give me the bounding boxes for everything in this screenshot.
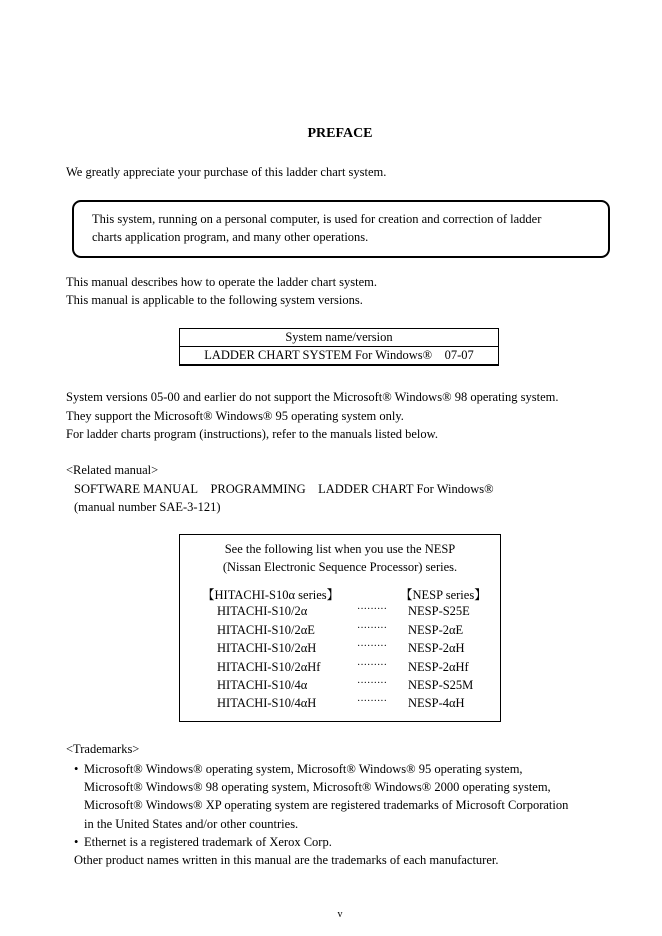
nesp-model: NESP-S25M [408, 678, 474, 692]
trademark-item-1-line-3: Microsoft® Windows® XP operating system are registered trademarks of Microsoft Corporation [84, 798, 569, 812]
nesp-model: NESP-S25E [408, 604, 470, 618]
trademark-item-2: Ethernet is a registered trademark of Xerox Corp. [84, 835, 332, 849]
nesp-model: NESP-4αH [408, 696, 465, 710]
nesp-model: NESP-2αH [408, 641, 465, 655]
intro-paragraph: We greatly appreciate your purchase of this ladder chart system. [66, 165, 387, 179]
nesp-note-line-1: See the following list when you use the NESP [224, 542, 456, 556]
box-note-line-2: charts application program, and many other operations. [92, 230, 369, 244]
hitachi-model: HITACHI-S10/2αE [217, 623, 315, 637]
trademark-bullet-2: • [74, 835, 79, 849]
row-separator: ········· [357, 623, 387, 634]
nesp-series-header: 【NESP series】 [400, 588, 487, 602]
hitachi-model: HITACHI-S10/2αH [217, 641, 317, 655]
version-table-value-row [180, 347, 499, 366]
hitachi-model: HITACHI-S10/2αHf [217, 660, 321, 674]
hitachi-model: HITACHI-S10/2α [217, 604, 308, 618]
row-separator: ········· [357, 696, 387, 707]
nesp-model: NESP-2αE [408, 623, 464, 637]
hitachi-model: HITACHI-S10/4αH [217, 696, 317, 710]
compat-line-1: System versions 05-00 and earlier do not support the Microsoft® Windows® 98 operating system. [66, 390, 559, 404]
version-table-header-row [180, 329, 499, 347]
page-title: PREFACE [307, 126, 373, 141]
related-manual-number: (manual number SAE-3-121) [74, 500, 221, 514]
compat-line-2: They support the Microsoft® Windows® 95 operating system only. [66, 409, 404, 423]
nesp-note-line-2: (Nissan Electronic Sequence Processor) series. [222, 560, 458, 574]
page-number: v [337, 909, 343, 920]
describes-line: This manual describes how to operate the ladder chart system. [66, 275, 378, 289]
trademark-bullet-1: • [74, 762, 79, 776]
row-separator: ········· [357, 604, 387, 615]
applicable-line: This manual is applicable to the following system versions. [66, 293, 363, 307]
nesp-mapping-box [179, 534, 501, 722]
row-separator: ········· [357, 641, 387, 652]
version-table-header: System name/version [180, 329, 499, 347]
compat-line-3: For ladder charts program (instructions), refer to the manuals listed below. [66, 427, 438, 441]
trademarks-heading: <Trademarks> [66, 742, 140, 756]
related-manual-title: SOFTWARE MANUAL PROGRAMMING LADDER CHART For Windows® [74, 482, 494, 496]
row-separator: ········· [357, 660, 387, 671]
hitachi-series-header: 【HITACHI-S10α series】 [202, 588, 340, 602]
box-note-line-1: This system, running on a personal computer, is used for creation and correction of ladder [92, 212, 542, 226]
system-description-box [72, 200, 610, 258]
trademark-item-1-line-4: in the United States and/or other countries. [84, 817, 299, 831]
row-separator: ········· [357, 678, 387, 689]
version-table-value: LADDER CHART SYSTEM For Windows® 07-07 [180, 347, 499, 366]
nesp-model: NESP-2αHf [408, 660, 469, 674]
version-table [179, 328, 499, 366]
trademark-other-names: Other product names written in this manual are the trademarks of each manufacturer. [74, 853, 499, 867]
hitachi-model: HITACHI-S10/4α [217, 678, 308, 692]
related-manual-heading: <Related manual> [66, 463, 159, 477]
trademark-item-1-line-1: Microsoft® Windows® operating system, Microsoft® Windows® 95 operating system, [84, 762, 523, 776]
trademark-item-1-line-2: Microsoft® Windows® 98 operating system, Microsoft® Windows® 2000 operating system, [84, 780, 551, 794]
